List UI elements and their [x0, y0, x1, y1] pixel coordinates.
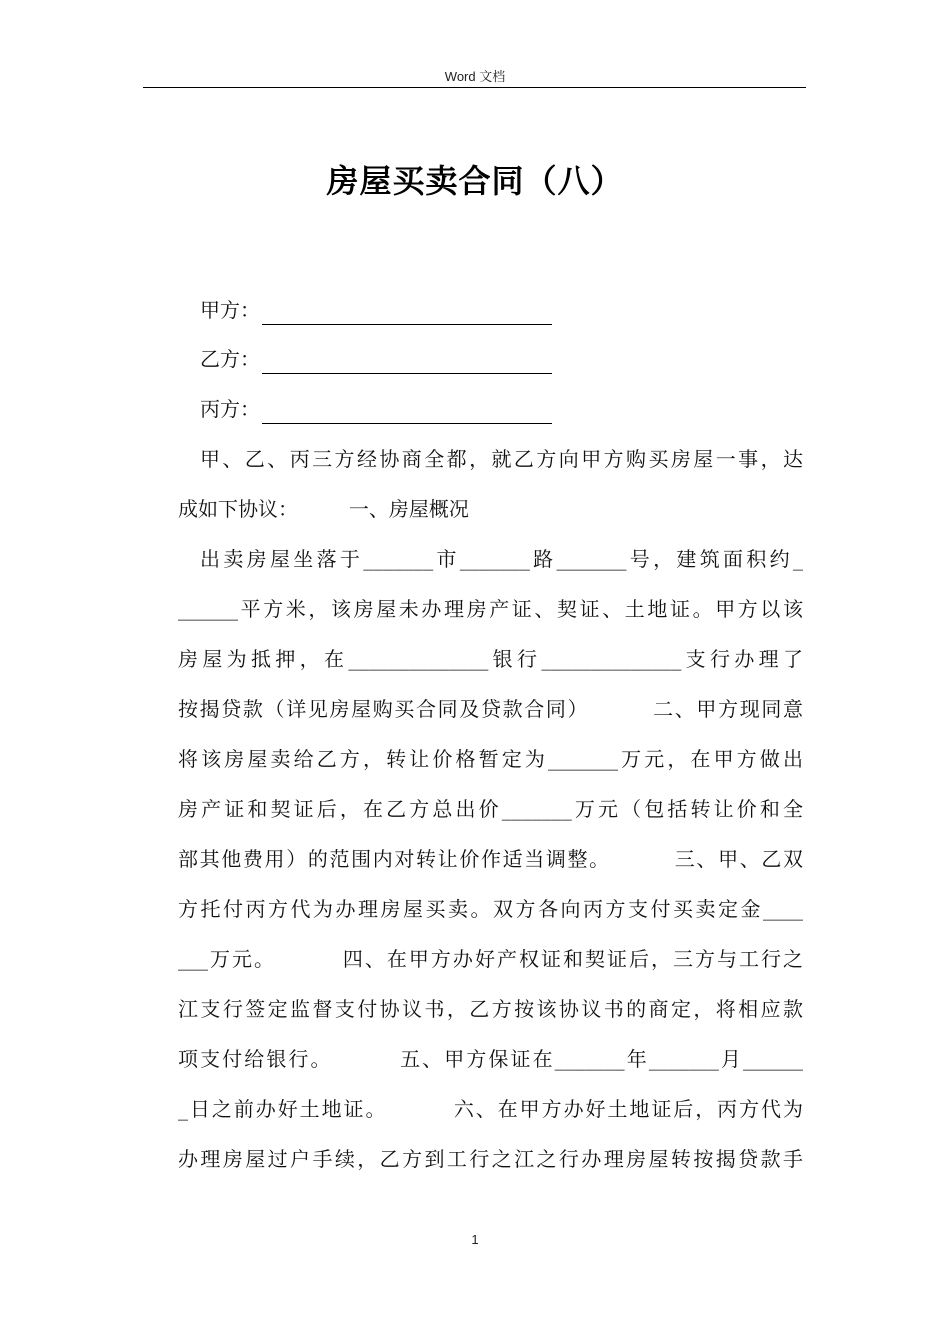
party-line-c [200, 394, 552, 424]
party-blank-field [262, 302, 552, 325]
party-blank-field [262, 351, 552, 374]
body-line: 房产证和契证后，在乙方总出价_______万元（包括转让价和全 [178, 797, 803, 821]
party-label: 甲方： [200, 298, 260, 322]
document-title: 房屋买卖合同（八） [326, 162, 624, 200]
body-line: 江支行签定监督支付协议书，乙方按该协议书的商定，将相应款 [178, 997, 803, 1021]
body-line: 方托付丙方代为办理房屋买卖。双方各向丙方支付买卖定金____ [178, 897, 803, 921]
body-line: 项支付给银行。 五、甲方保证在_______年_______月______ [178, 1047, 803, 1071]
party-label: 丙方： [200, 397, 260, 421]
party-line-a [200, 295, 552, 325]
body-line: _日之前办好土地证。 六、在甲方办好土地证后，丙方代为 [178, 1097, 803, 1121]
body-line: 甲、乙、丙三方经协商全都，就乙方向甲方购买房屋一事，达 [200, 447, 803, 471]
party-line-b [200, 344, 552, 374]
body-line: ___万元。 四、在甲方办好产权证和契证后，三方与工行之 [178, 947, 803, 971]
body-line: 部其他费用）的范围内对转让价作适当调整。 三、甲、乙双 [178, 847, 803, 871]
body-line: 办理房屋过户手续，乙方到工行之江之行办理房屋转按揭贷款手 [178, 1147, 803, 1171]
body-line: 按揭贷款（详见房屋购买合同及贷款合同） 二、甲方现同意 [178, 697, 803, 721]
body-line: ______平方米，该房屋未办理房产证、契证、土地证。甲方以该 [178, 597, 803, 621]
header-label: Word 文档 [444, 69, 506, 84]
body-line: 出卖房屋坐落于_______市_______路_______号，建筑面积约_ [200, 547, 803, 571]
header-divider [143, 87, 806, 88]
party-label: 乙方： [200, 347, 260, 371]
body-line: 将该房屋卖给乙方，转让价格暂定为_______万元，在甲方做出 [178, 747, 803, 771]
party-blank-field [262, 401, 552, 424]
page-number: 1 [471, 1232, 479, 1247]
body-line: 房屋为抵押，在______________银行______________支行办理了 [178, 647, 803, 671]
body-line: 成如下协议： 一、房屋概况 [178, 497, 469, 521]
